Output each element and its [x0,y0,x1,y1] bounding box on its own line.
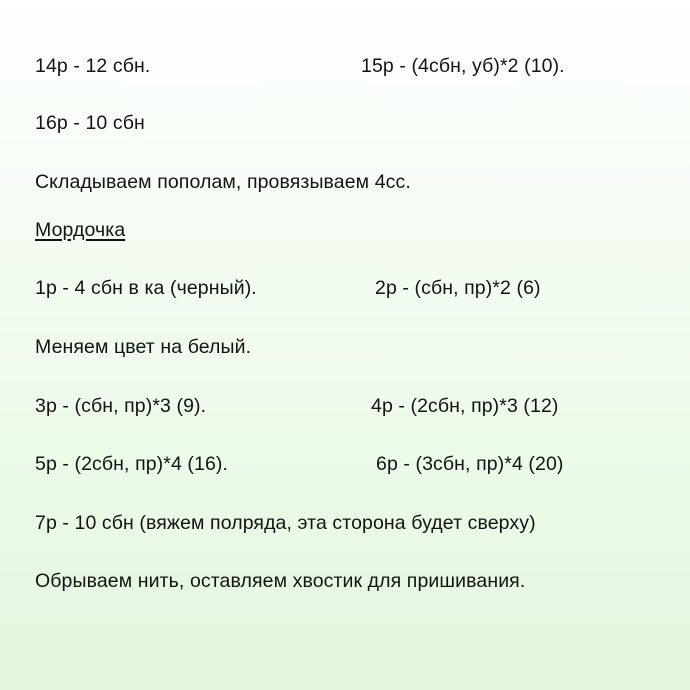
muzzle-row-5-text: 5р - (2сбн, пр)*4 (16). [35,453,229,475]
muzzle-row-6-text: 6р - (3сбн, пр)*4 (20) [376,453,564,475]
muzzle-row-3-text: 3р - (сбн, пр)*3 (9). [35,395,207,417]
muzzle-row-1-text: 1р - 4 сбн в ка (черный). [35,277,257,299]
muzzle-row-4-text: 4р - (2сбн, пр)*3 (12) [371,395,559,417]
muzzle-row-7-text: 7р - 10 сбн (вяжем полряда, эта сторона будет сверху) [35,512,536,534]
row-16-text: 16р - 10 сбн [35,112,145,134]
fold-instruction-text: Складываем пополам, провязываем 4сс. [35,171,411,193]
muzzle-row-2-text: 2р - (сбн, пр)*2 (6) [375,277,541,299]
section-heading-muzzle: Мордочка [35,219,126,241]
color-change-text: Меняем цвет на белый. [35,336,252,358]
row-15-text: 15р - (4сбн, уб)*2 (10). [361,55,565,77]
row-14-text: 14р - 12 сбн. [35,55,151,77]
finish-instruction-text: Обрываем нить, оставляем хвостик для пришивания. [35,570,526,592]
